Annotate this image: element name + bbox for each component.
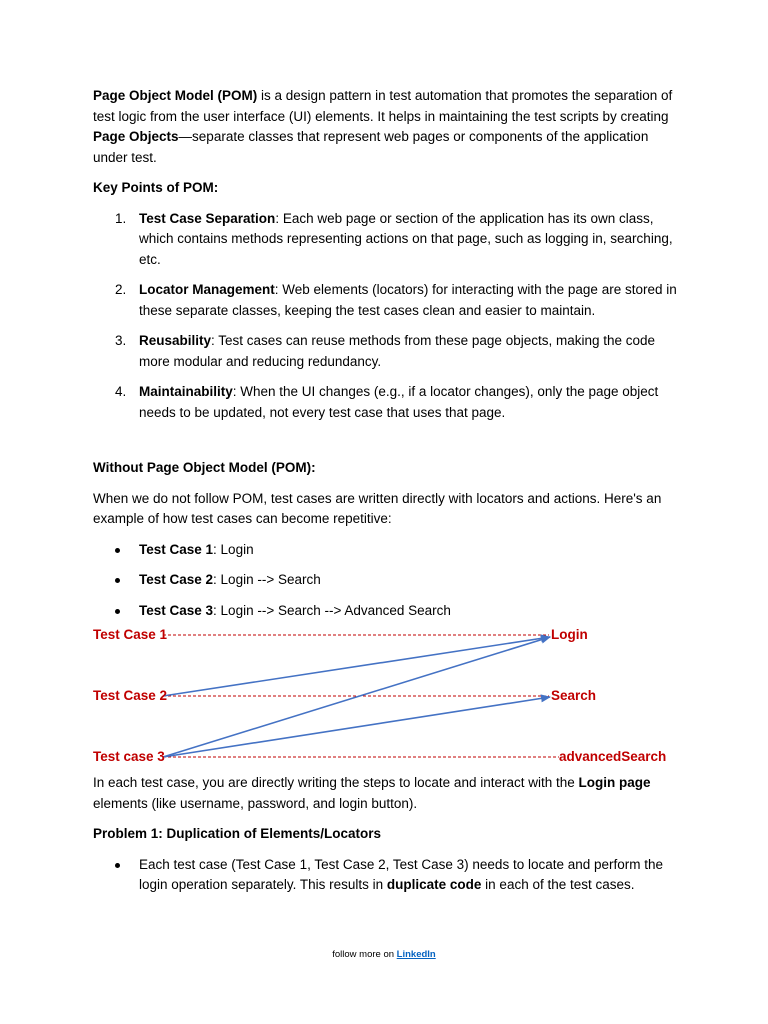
diagram-label-case2: Test Case 2 bbox=[93, 688, 168, 703]
problem1-text-a: Each test case (Test Case 1, Test Case 2, Test Case 3) needs to locate and perform the login operation separately. This results in bbox=[139, 856, 664, 892]
key-points-list bbox=[93, 209, 683, 424]
problem1-heading: Problem 1: Duplication of Elements/Locators bbox=[93, 826, 382, 841]
item-text: : When the UI changes (e.g., if a locator changes), only the page object needs to be updated, not every test case that uses that page. bbox=[139, 384, 659, 420]
after-text-a: In each test case, you are directly writing the steps to locate and interact with the bbox=[93, 775, 579, 790]
after-diagram-paragraph bbox=[93, 773, 683, 814]
without-pom-heading: Without Page Object Model (POM): bbox=[93, 460, 316, 475]
problem1-bold: duplicate code bbox=[386, 877, 482, 892]
arrow-case2-login bbox=[163, 637, 550, 696]
list-item bbox=[93, 855, 683, 896]
list-item bbox=[93, 331, 683, 372]
list-item bbox=[93, 382, 683, 423]
bullet-icon bbox=[115, 609, 120, 614]
item-title: Maintainability bbox=[139, 384, 233, 399]
item-number: 2. bbox=[115, 282, 127, 297]
item-text: : Test cases can reuse methods from these page objects, making the code more modular and reducing redundancy. bbox=[139, 333, 656, 369]
document-body bbox=[93, 86, 683, 906]
diagram-label-advanced-search: advancedSearch bbox=[559, 749, 667, 764]
arrow-case3-login bbox=[163, 637, 550, 757]
item-text: : Each web page or section of the application has its own class, which contains methods representing actions on that page, such as logging in, searching, etc. bbox=[139, 210, 673, 267]
after-bold: Login page bbox=[578, 775, 651, 790]
diagram-label-case3: Test case 3 bbox=[93, 749, 165, 764]
item-title: Reusability bbox=[139, 333, 212, 348]
after-text-b: elements (like username, password, and login button). bbox=[93, 795, 418, 811]
intro-text-b: —separate classes that represent web pages or components of the application under test. bbox=[93, 129, 649, 165]
key-points-heading: Key Points of POM: bbox=[93, 180, 219, 195]
arrow-case3-search bbox=[163, 697, 550, 757]
case-text: : Login bbox=[213, 541, 254, 557]
list-item bbox=[93, 540, 683, 561]
diagram-label-login: Login bbox=[551, 627, 588, 642]
item-number: 3. bbox=[115, 333, 127, 348]
bullet-icon bbox=[115, 578, 120, 583]
test-case-diagram bbox=[93, 625, 683, 771]
diagram-label-case1: Test Case 1 bbox=[93, 627, 168, 642]
intro-text-a: is a design pattern in test automation that promotes the separation of test logic from the user interface (UI) elements. It helps in maintaining the test scripts by creating bbox=[93, 88, 673, 124]
case-text: : Login --> Search --> Advanced Search bbox=[213, 602, 451, 618]
case-title: Test Case 3 bbox=[139, 602, 214, 618]
item-title: Test Case Separation bbox=[139, 210, 276, 226]
bullet-icon bbox=[115, 863, 120, 868]
item-text: : Web elements (locators) for interacting with the page are stored in these separate classes, keeping the test cases clean and easier to maintain. bbox=[139, 282, 677, 318]
without-pom-text: When we do not follow POM, test cases are written directly with locators and actions. Here's an example of how test cases can become repetitive: bbox=[93, 490, 662, 526]
diagram-label-search: Search bbox=[551, 688, 597, 703]
list-item bbox=[93, 601, 683, 622]
bullet-icon bbox=[115, 548, 120, 553]
list-item bbox=[93, 280, 683, 321]
case-title: Test Case 2 bbox=[139, 572, 214, 587]
page-footer bbox=[0, 948, 768, 962]
intro-paragraph bbox=[93, 86, 683, 168]
list-item bbox=[93, 570, 683, 591]
item-number: 1. bbox=[115, 210, 127, 226]
intro-term: Page Object Model (POM) bbox=[93, 88, 258, 103]
item-number: 4. bbox=[115, 384, 127, 399]
spacer bbox=[93, 433, 683, 458]
footer-text: follow more on bbox=[332, 949, 397, 960]
case-text: : Login --> Search bbox=[213, 572, 321, 587]
problem1-list bbox=[93, 855, 683, 896]
list-item bbox=[93, 209, 683, 271]
test-case-list bbox=[93, 540, 683, 622]
case-title: Test Case 1 bbox=[139, 541, 214, 557]
intro-term2: Page Objects bbox=[93, 129, 179, 144]
problem1-text-b: in each of the test cases. bbox=[481, 877, 635, 892]
linkedin-link[interactable]: LinkedIn bbox=[396, 949, 436, 960]
item-title: Locator Management bbox=[139, 282, 275, 297]
